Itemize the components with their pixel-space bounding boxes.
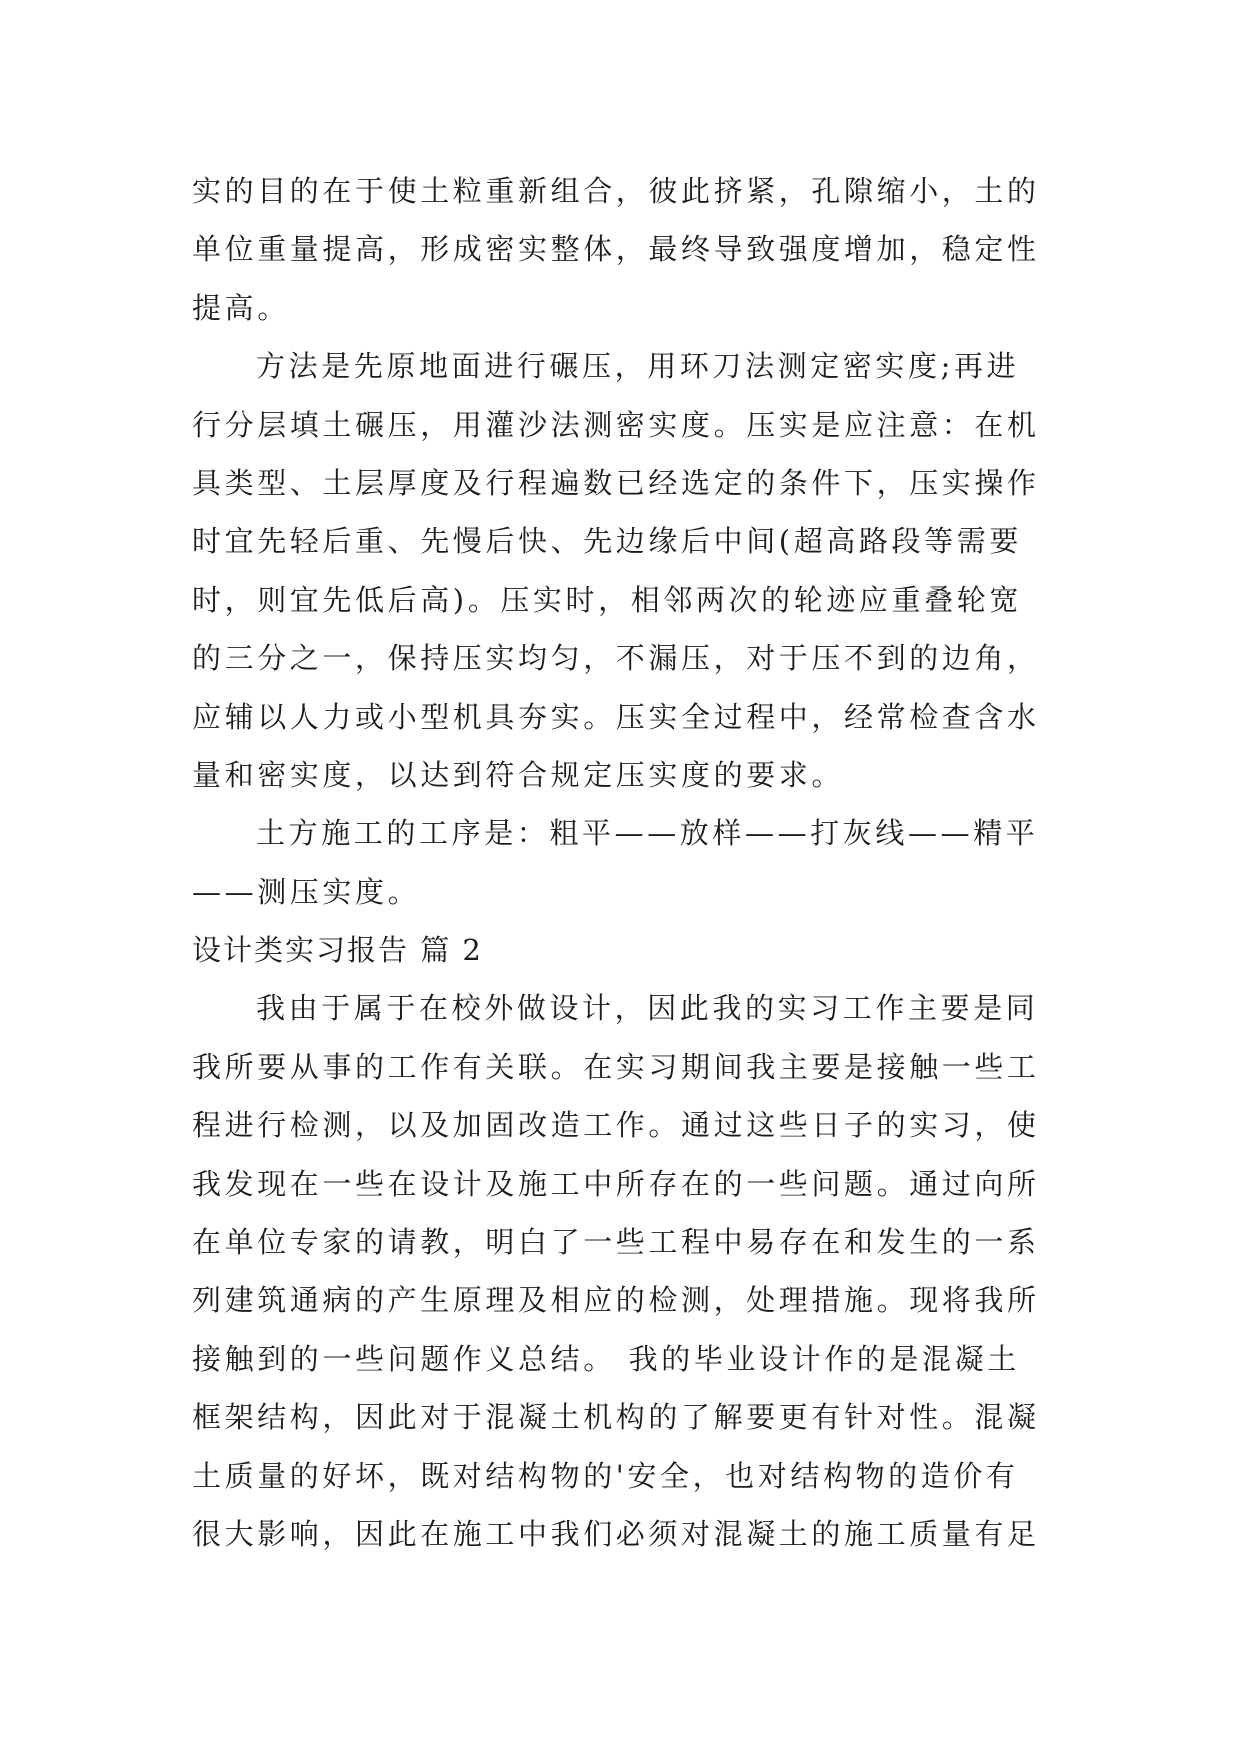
- text-line: 单位重量提高，形成密实整体，最终导致强度增加，稳定性: [192, 232, 1040, 267]
- text-line: 接触到的一些问题作义总结。 我的毕业设计作的是混凝土: [192, 1341, 1020, 1376]
- text-line: 土质量的好坏，既对结构物的'安全，也对结构物的造价有: [192, 1458, 1019, 1493]
- text-line: 程进行检测，以及加固改造工作。通过这些日子的实习，使: [192, 1108, 1040, 1143]
- text-line: 在单位专家的请教，明白了一些工程中易存在和发生的一系: [192, 1225, 1040, 1260]
- text-line: 列建筑通病的产生原理及相应的检测，处理措施。现将我所: [192, 1283, 1040, 1318]
- text-line: 我所要从事的工作有关联。在实习期间我主要是接触一些工: [192, 1049, 1040, 1084]
- text-line: 框架结构，因此对于混凝土机构的了解要更有针对性。混凝: [192, 1400, 1040, 1435]
- text-line: ——测压实度。: [192, 874, 421, 909]
- paragraph-first-line: 土方施工的工序是：粗平——放样——打灰线——精平: [256, 816, 1039, 851]
- section-heading: 设计类实习报告 篇 2: [192, 933, 483, 968]
- text-line: 的三分之一，保持压实均匀，不漏压，对于压不到的边角，: [192, 641, 1040, 676]
- text-line: 实的目的在于使土粒重新组合，彼此挤紧，孔隙缩小，土的: [192, 174, 1040, 208]
- document-body: [192, 162, 1058, 1563]
- text-line: 量和密实度，以达到符合规定压实度的要求。: [192, 757, 845, 792]
- text-line: 很大影响，因此在施工中我们必须对混凝土的施工质量有足: [192, 1516, 1040, 1551]
- text-line: 时宜先轻后重、先慢后快、先边缘后中间(超高路段等需要: [192, 524, 1022, 559]
- text-line: 提高。: [192, 290, 290, 325]
- paragraph-first-line: 我由于属于在校外做设计，因此我的实习工作主要是同: [256, 991, 1039, 1026]
- text-line: 具类型、土层厚度及行程遍数已经选定的条件下，压实操作: [192, 465, 1040, 500]
- text-line: 时，则宜先低后高)。压实时，相邻两次的轮迹应重叠轮宽: [192, 582, 1022, 617]
- text-line: 应辅以人力或小型机具夯实。压实全过程中，经常检查含水: [192, 699, 1040, 734]
- paragraph-first-line: 方法是先原地面进行碾压，用环刀法测定密实度;再进: [256, 349, 1020, 384]
- text-line: 行分层填土碾压，用灌沙法测密实度。压实是应注意：在机: [192, 407, 1040, 442]
- text-line: 我发现在一些在设计及施工中所存在的一些问题。通过向所: [192, 1166, 1040, 1201]
